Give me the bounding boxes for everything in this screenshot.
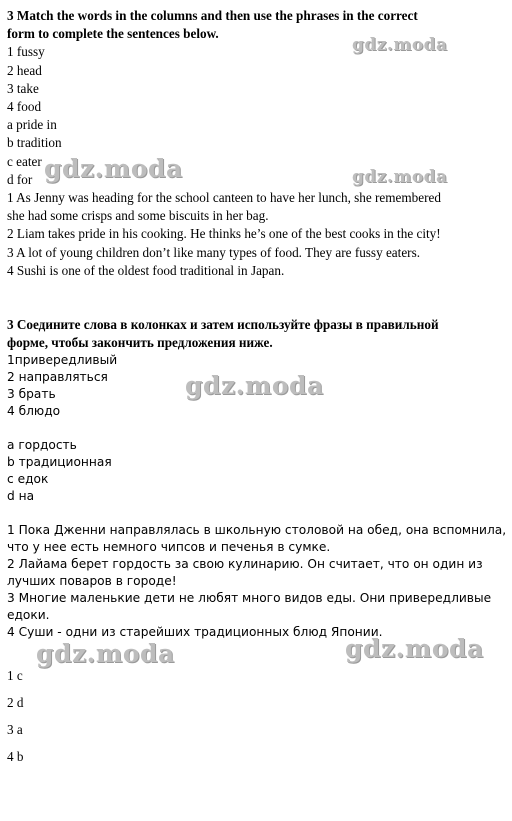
answer-item: 2 d bbox=[7, 695, 24, 711]
sentence-line: 3 A lot of young children don’t like many types of food. They are fussy eaters. bbox=[7, 244, 421, 260]
watermark: gdz.moda bbox=[185, 371, 324, 400]
list-item: 1привередливый bbox=[7, 353, 118, 368]
list-item: d на bbox=[7, 489, 35, 504]
sentence-line: 4 Sushi is one of the oldest food traditional in Japan. bbox=[7, 262, 285, 278]
english-title-line-2: form to complete the sentences below. bbox=[7, 26, 219, 42]
watermark: gdz.moda bbox=[36, 639, 175, 668]
list-item: 2 направляться bbox=[7, 370, 108, 385]
sentence-line: что у нее есть немного чипсов и печенья в сумке. bbox=[7, 540, 331, 555]
sentence-line: 2 Лайама берет гордость за свою кулинарию. Он считает, что он один из bbox=[7, 557, 483, 572]
exercise-page bbox=[7, 7, 507, 775]
russian-word-list bbox=[7, 352, 507, 505]
russian-title-line-2: форме, чтобы закончить предложения ниже. bbox=[7, 335, 273, 351]
sentence-line: 1 As Jenny was heading for the school canteen to have her lunch, she remembered bbox=[7, 190, 441, 206]
list-item: b tradition bbox=[7, 135, 62, 151]
list-item: 2 head bbox=[7, 62, 42, 78]
sentence-line: едоки. bbox=[7, 608, 50, 623]
watermark: gdz.moda bbox=[345, 634, 484, 663]
answer-list bbox=[7, 650, 507, 775]
list-item: 3 take bbox=[7, 80, 39, 96]
list-item: a гордость bbox=[7, 438, 77, 453]
watermark: gdz.moda bbox=[44, 154, 183, 183]
watermark: gdz.moda bbox=[352, 35, 448, 55]
list-item: b традиционная bbox=[7, 455, 112, 470]
sentence-line: 3 Многие маленькие дети не любят много видов еды. Они привередливые bbox=[7, 591, 492, 606]
sentence-line: 4 Суши - одни из старейших традиционных блюд Японии. bbox=[7, 625, 383, 640]
watermark: gdz.moda bbox=[352, 167, 448, 187]
russian-title-line-1: 3 Соедините слова в колонках и затем используйте фразы в правильной bbox=[7, 317, 439, 333]
answer-item: 1 c bbox=[7, 668, 23, 684]
list-item: 3 брать bbox=[7, 387, 56, 402]
answer-item: 4 b bbox=[7, 749, 24, 765]
sentence-line: лучших поваров в городе! bbox=[7, 574, 177, 589]
english-word-list bbox=[7, 43, 507, 189]
sentence-line: 1 Пока Дженни направлялась в школьную столовой на обед, она вспомнила, bbox=[7, 523, 507, 538]
answer-item: 3 a bbox=[7, 722, 23, 738]
english-sentences bbox=[7, 189, 507, 280]
list-item: 4 food bbox=[7, 99, 42, 115]
russian-sentences bbox=[7, 522, 507, 641]
list-item: a pride in bbox=[7, 117, 57, 133]
sentence-line: she had some crisps and some biscuits in her bag. bbox=[7, 208, 269, 224]
list-item: 4 блюдо bbox=[7, 404, 61, 419]
list-item: c едок bbox=[7, 472, 49, 487]
list-item: 1 fussy bbox=[7, 44, 45, 60]
english-title-line-1: 3 Match the words in the columns and then use the phrases in the correct bbox=[7, 8, 418, 23]
sentence-line: 2 Liam takes pride in his cooking. He thinks he’s one of the best cooks in the city! bbox=[7, 226, 441, 242]
list-item: d for bbox=[7, 171, 33, 187]
list-item: c eater bbox=[7, 153, 42, 169]
